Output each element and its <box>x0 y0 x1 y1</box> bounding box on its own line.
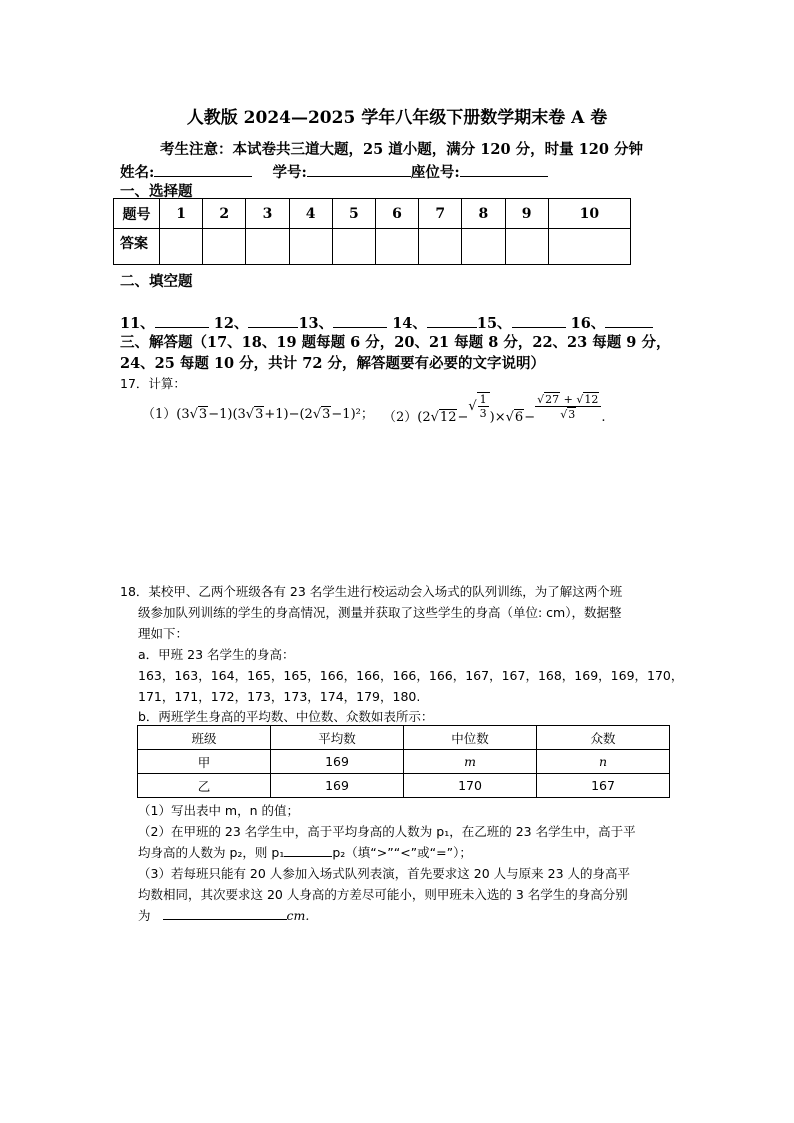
stats-header-cell: 中位数 <box>404 726 537 750</box>
section-solve-heading-line1: 三、解答题（17、18、19 题每题 6 分，20、21 每题 8 分，22、23 每题 9 分， <box>120 334 671 351</box>
stats-cell: 甲 <box>138 750 271 774</box>
stats-cell: 170 <box>404 774 537 798</box>
section-choice-heading: 一、选择题 <box>120 183 193 200</box>
fill-blank-label: 12、 <box>213 315 249 332</box>
row-label-answer: 答案 <box>114 229 160 265</box>
stats-cell: 167 <box>537 774 670 798</box>
seat-label: 座位号: <box>410 164 460 181</box>
q18-heights-line2: 171，171，172，173，173，174，179，180. <box>138 689 421 704</box>
question-number-cell: 3 <box>246 199 289 229</box>
answer-cell[interactable] <box>203 229 246 265</box>
stats-table <box>137 725 670 798</box>
q18-intro-line3: 理如下： <box>138 626 189 641</box>
fill-blank-line[interactable] <box>155 313 209 328</box>
q17-part1-label: （1） <box>142 407 177 422</box>
q17-label: 17．计算： <box>120 376 186 391</box>
answer-cell[interactable] <box>246 229 289 265</box>
q18-intro-line2: 级参加队列训练的学生的身高情况，测量并获取了这些学生的身高（单位: cm），数据整 <box>138 605 622 620</box>
fill-blank-label: 11、 <box>120 315 155 332</box>
question-number-cell: 1 <box>160 199 203 229</box>
q17-part2-label: （2） <box>383 410 418 425</box>
q18-sub1: （1）写出表中 m，n 的值； <box>138 803 299 818</box>
q18-sub3-line3 <box>138 906 309 924</box>
q18-sub2-line2 <box>138 843 472 861</box>
answer-cell[interactable] <box>462 229 505 265</box>
student-id-label: 学号: <box>272 164 307 181</box>
section-solve-heading-line2: 24、25 每题 10 分，共计 72 分，解答题要有必要的文字说明） <box>120 355 545 372</box>
question-number-cell: 7 <box>419 199 462 229</box>
q18-intro-line1: 18．某校甲、乙两个班级各有 23 名学生进行校运动会入场式的队列训练，为了解这两个班 <box>120 584 623 599</box>
student-id-field[interactable] <box>307 162 411 177</box>
q18-sub2-line2-end: p₂（填“>”“<”或“=”）； <box>332 845 472 860</box>
answer-cell[interactable] <box>505 229 548 265</box>
section-fill-heading: 二、填空题 <box>120 273 193 290</box>
q18-sub2-line1: （2）在甲班的 23 名学生中，高于平均身高的人数为 p₁，在乙班的 23 名学生中，高于平 <box>138 824 636 839</box>
q18-sub2-line2-start: 均身高的人数为 p₂，则 p₁ <box>138 845 285 860</box>
fill-blank-label: 13、 <box>298 315 334 332</box>
q18-sub3-line3-unit: cm. <box>286 908 310 923</box>
q17-part1: （1）(3√3−1)(3√3+1)−(2√3−1)²； <box>142 407 374 422</box>
fill-blank-label: 16、 <box>570 315 606 332</box>
q18-b-line: b．两班学生身高的平均数、中位数、众数如表所示： <box>138 709 434 724</box>
fill-blank-label: 14、 <box>392 315 427 332</box>
p-compare-blank[interactable] <box>284 844 332 857</box>
question-number-cell: 4 <box>289 199 332 229</box>
q18-a-line: a．甲班 23 名学生的身高： <box>138 647 295 662</box>
excluded-heights-blank[interactable] <box>163 907 287 920</box>
answer-cell[interactable] <box>289 229 332 265</box>
answer-table-number-row <box>114 199 631 229</box>
stats-cell: m <box>404 750 537 774</box>
seat-field[interactable] <box>460 162 548 177</box>
name-label: 姓名: <box>120 164 155 181</box>
q18-heights-line1: 163，163，164，165，165，166，166，166，166，167，167，168，169，169，170， <box>138 668 684 683</box>
stats-table-row <box>138 750 670 774</box>
answer-cell[interactable] <box>419 229 462 265</box>
stats-header-cell: 众数 <box>537 726 670 750</box>
fill-blank-line[interactable] <box>248 313 298 328</box>
answer-cell[interactable] <box>332 229 375 265</box>
stats-header-cell: 平均数 <box>271 726 404 750</box>
fill-blank-line[interactable] <box>427 313 477 328</box>
question-number-cell: 8 <box>462 199 505 229</box>
name-field[interactable] <box>154 162 252 177</box>
fill-blank-line[interactable] <box>512 313 566 328</box>
exam-notice: 考生注意：本试卷共三道大题，25 道小题，满分 120 分，时量 120 分钟 <box>160 141 643 158</box>
question-number-cell: 5 <box>332 199 375 229</box>
student-info-row <box>120 161 548 182</box>
answer-cell[interactable] <box>160 229 203 265</box>
question-number-cell: 10 <box>548 199 630 229</box>
stats-header-cell: 班级 <box>138 726 271 750</box>
answer-table-answer-row <box>114 229 631 265</box>
q18-sub3-line2: 均数相同，其次要求这 20 人身高的方差尽可能小，则甲班未入选的 3 名学生的身高分别 <box>138 887 628 902</box>
exam-title: 人教版 2024—2025 学年八年级下册数学期末卷 A 卷 <box>186 108 608 128</box>
fill-blank-line[interactable] <box>333 313 387 328</box>
stats-table-row <box>138 774 670 798</box>
stats-cell: 169 <box>271 750 404 774</box>
fill-blank-line[interactable] <box>605 313 653 328</box>
question-number-cell: 2 <box>203 199 246 229</box>
fill-blank-row <box>120 312 653 333</box>
stats-cell: 169 <box>271 774 404 798</box>
fill-blank-label: 15、 <box>476 315 512 332</box>
stats-table-header-row <box>138 726 670 750</box>
q17-part2: （2）(2√12−√ $\frac{1}{3}$ )×√6− $\frac{√27 + √12}{√3}$ . <box>383 392 606 425</box>
question-number-cell: 9 <box>505 199 548 229</box>
row-label-number: 题号 <box>114 199 160 229</box>
answer-cell[interactable] <box>548 229 630 265</box>
answer-table <box>113 198 631 265</box>
stats-cell: 乙 <box>138 774 271 798</box>
q18-sub3-line3-start: 为 <box>138 908 151 923</box>
stats-cell: n <box>537 750 670 774</box>
answer-cell[interactable] <box>375 229 418 265</box>
question-number-cell: 6 <box>375 199 418 229</box>
q18-sub3-line1: （3）若每班只能有 20 人参加入场式队列表演，首先要求这 20 人与原来 23 人的身高平 <box>138 866 631 881</box>
